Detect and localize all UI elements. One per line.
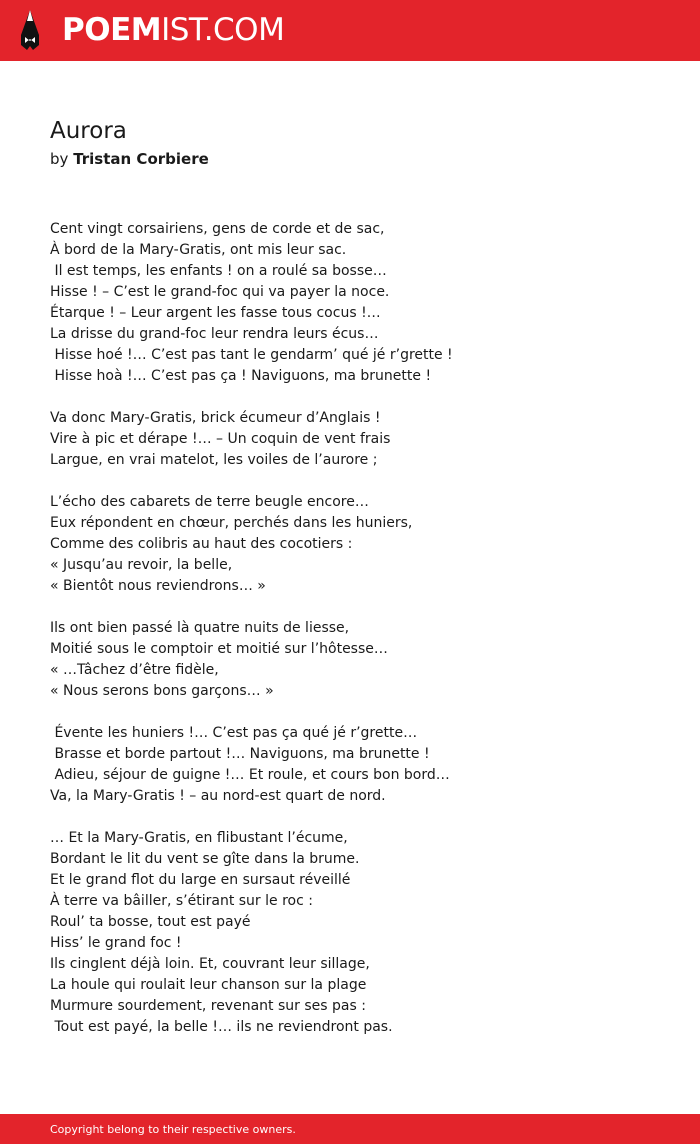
by-label: by (50, 150, 69, 168)
site-footer (0, 1114, 700, 1144)
poem-line: Va, la Mary-Gratis ! – au nord-est quart de nord. (50, 788, 386, 804)
brand-light: IST.COM (161, 12, 285, 48)
poem-line: La drisse du grand-foc leur rendra leurs écus… (50, 326, 379, 342)
poem-line: Et le grand flot du large en sursaut réveillé (50, 872, 351, 888)
poem-line: « …Tâchez d’être fidèle, (50, 662, 219, 678)
poem-line: L’écho des cabarets de terre beugle encore… (50, 494, 369, 510)
poem-body (50, 219, 670, 1038)
brand-bold: POEM (62, 12, 162, 48)
stanza-break (50, 471, 670, 492)
poem-line: Cent vingt corsairiens, gens de corde et de sac, (50, 221, 385, 237)
poem-line: Tout est payé, la belle !… ils ne reviendront pas. (50, 1019, 393, 1035)
stanza-break (50, 807, 670, 828)
poem-line: Bordant le lit du vent se gîte dans la brume. (50, 851, 360, 867)
poem-line: Évente les huniers !… C’est pas ça qué jé r’grette… (50, 725, 418, 741)
poem-line: Vire à pic et dérape !… – Un coquin de vent frais (50, 431, 391, 447)
site-header (0, 0, 700, 61)
poem-title: Aurora (50, 118, 127, 144)
poem-line: Il est temps, les enfants ! on a roulé sa bosse… (50, 263, 387, 279)
pen-nib-icon[interactable] (17, 9, 43, 51)
poem-line: Comme des colibris au haut des cocotiers : (50, 536, 353, 552)
stanza-break (50, 702, 670, 723)
poem-line: Hisse hoà !… C’est pas ça ! Naviguons, ma brunette ! (50, 368, 432, 384)
poem-line: Hisse hoé !… C’est pas tant le gendarm’ qué jé r’grette ! (50, 347, 453, 363)
poem-line: À terre va bâiller, s’étirant sur le roc : (50, 893, 313, 909)
poem-line: « Nous serons bons garçons… » (50, 683, 274, 699)
poem-line: Largue, en vrai matelot, les voiles de l’aurore ; (50, 452, 378, 468)
poem-line: « Bientôt nous reviendrons… » (50, 578, 266, 594)
poem-line: Brasse et borde partout !… Naviguons, ma brunette ! (50, 746, 430, 762)
poem-line: À bord de la Mary-Gratis, ont mis leur sac. (50, 242, 347, 258)
poem-line: Moitié sous le comptoir et moitié sur l’hôtesse… (50, 641, 388, 657)
poem-line: Eux répondent en chœur, perchés dans les huniers, (50, 515, 413, 531)
stanza-break (50, 387, 670, 408)
poem-line: Ils cinglent déjà loin. Et, couvrant leur sillage, (50, 956, 370, 972)
poem-line: Murmure sourdement, revenant sur ses pas : (50, 998, 366, 1014)
poem-line: Hisse ! – C’est le grand-foc qui va payer la noce. (50, 284, 390, 300)
copyright-text: Copyright belong to their respective owners. (50, 1123, 296, 1136)
poem-line: Roul’ ta bosse, tout est payé (50, 914, 251, 930)
poem-line: Hiss’ le grand foc ! (50, 935, 182, 951)
poem-line: … Et la Mary-Gratis, en flibustant l’écume, (50, 830, 348, 846)
poem-line: La houle qui roulait leur chanson sur la plage (50, 977, 367, 993)
author-name: Tristan Corbiere (73, 150, 209, 168)
poem-line: « Jusqu’au revoir, la belle, (50, 557, 233, 573)
byline (50, 149, 209, 169)
poem-line: Étarque ! – Leur argent les fasse tous cocus !… (50, 305, 381, 321)
poem-line: Ils ont bien passé là quatre nuits de liesse, (50, 620, 350, 636)
poem-line: Adieu, séjour de guigne !… Et roule, et cours bon bord… (50, 767, 450, 783)
site-logo-text[interactable] (62, 11, 284, 49)
poem-line: Va donc Mary-Gratis, brick écumeur d’Anglais ! (50, 410, 381, 426)
stanza-break (50, 597, 670, 618)
